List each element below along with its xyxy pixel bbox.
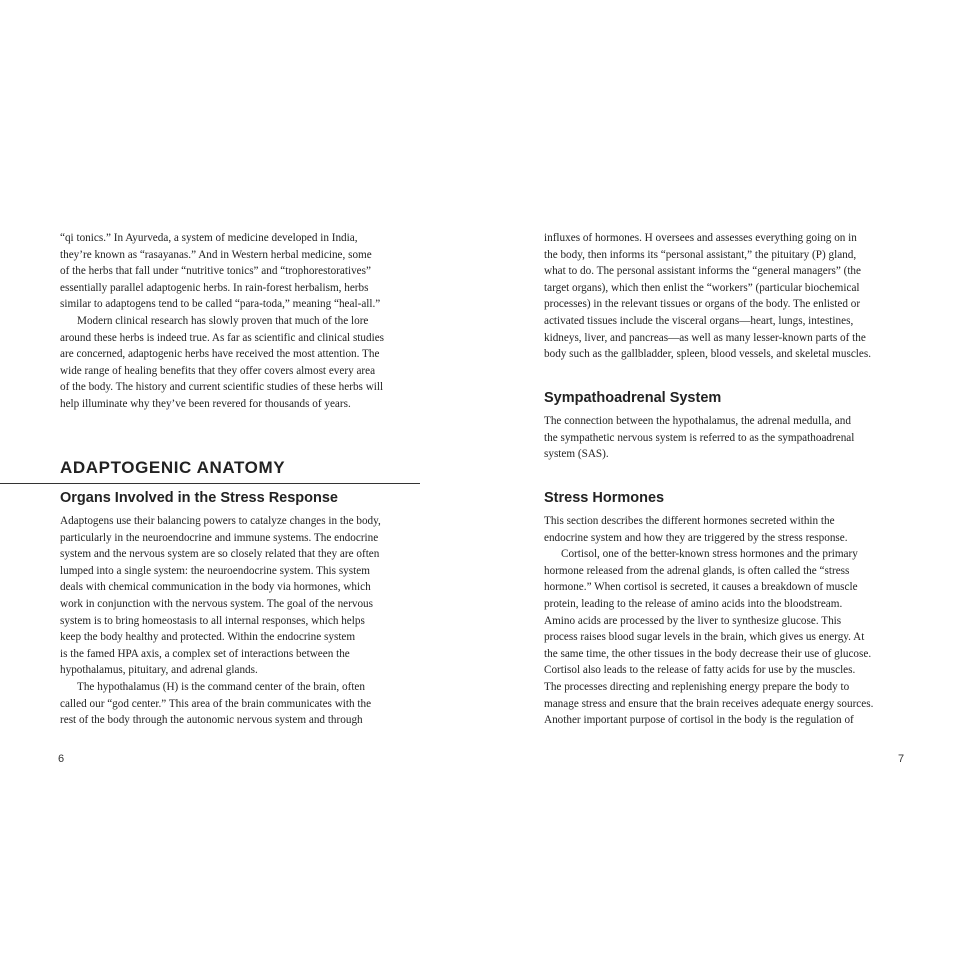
text-line: system and the nervous system are so closely related that they are often <box>60 548 380 561</box>
text-line: system is to bring homeostasis to all internal responses, which helps <box>60 614 365 627</box>
text-line: Cortisol also leads to the release of fatty acids for use by the muscles. <box>544 664 856 677</box>
text-line: target organs), which then enlist the “workers” (particular biochemical <box>544 281 860 294</box>
text-line: work in conjunction with the nervous system. The goal of the nervous <box>60 597 373 610</box>
text-line: they’re known as “rasayanas.” And in Western herbal medicine, some <box>60 248 372 261</box>
right-paragraph-section-intro <box>544 513 900 546</box>
text-line: help illuminate why they’ve been revered for thousands of years. <box>60 397 351 410</box>
text-line: the sympathetic nervous system is referred to as the sympathoadrenal <box>544 431 855 444</box>
left-intro-paragraph <box>60 230 410 313</box>
page-number-left: 6 <box>58 753 65 765</box>
text-line: body such as the gallbladder, spleen, blood vessels, and skeletal muscles. <box>544 348 872 361</box>
left-paragraph-adaptogens <box>60 513 410 679</box>
text-line: endocrine system and how they are triggered by the stress response. <box>544 531 848 544</box>
text-line: kidneys, liver, and pancreas—as well as many lesser-known parts of the <box>544 331 866 344</box>
text-line: The hypothalamus (H) is the command center of the brain, often <box>77 680 365 693</box>
text-line: lumped into a single system: the neuroendocrine system. This system <box>60 564 370 577</box>
text-line: Modern clinical research has slowly proven that much of the lore <box>77 314 369 327</box>
text-line: protein, leading to the release of amino acids into the bloodstream. <box>544 597 843 610</box>
text-line: rest of the body through the autonomic nervous system and through <box>60 714 363 727</box>
right-paragraph-hormones <box>544 230 900 363</box>
text-line: Another important purpose of cortisol in the body is the regulation of <box>544 714 854 727</box>
text-line: the same time, the other tissues in the body decrease their use of glucose. <box>544 647 872 660</box>
text-line: Amino acids are processed by the liver to synthesize glucose. This <box>544 614 842 627</box>
left-page-lower <box>60 513 410 729</box>
text-line: of the herbs that fall under “nutritive tonics” and “trophorestoratives” <box>60 265 371 278</box>
text-line: processes) in the relevant tissues or organs of the body. The enlisted or <box>544 298 861 311</box>
text-line: of the body. The history and current scientific studies of these herbs will <box>60 381 384 394</box>
right-page-sas <box>544 413 900 463</box>
left-paragraph-hypothalamus <box>60 679 410 729</box>
text-line: keep the body healthy and protected. Within the endocrine system <box>60 631 356 644</box>
section-title-rule <box>0 483 420 484</box>
text-line: what to do. The personal assistant informs the “general managers” (the <box>544 265 861 278</box>
text-line: particularly in the neuroendocrine and immune systems. The endocrine <box>60 531 379 544</box>
right-paragraph-cortisol <box>544 546 900 729</box>
text-line: This section describes the different hormones secreted within the <box>544 515 835 527</box>
text-line: around these herbs is indeed true. As far as scientific and clinical studies <box>60 331 385 344</box>
subhead-stress-hormones: Stress Hormones <box>544 490 665 506</box>
subhead-sympathoadrenal: Sympathoadrenal System <box>544 390 722 406</box>
text-line: hypothalamus, pituitary, and adrenal glands. <box>60 664 258 677</box>
text-line: The connection between the hypothalamus, the adrenal medulla, and <box>544 415 851 427</box>
text-line: hormone released from the adrenal glands, is often called the “stress <box>544 564 850 577</box>
text-line: wide range of healing benefits that they offer covers almost every area <box>60 364 376 377</box>
text-line: deals with chemical communication in the body via hormones, which <box>60 581 371 594</box>
right-paragraph-sas <box>544 413 900 463</box>
text-line: hormone.” When cortisol is secreted, it causes a breakdown of muscle <box>544 581 858 594</box>
text-line: process raises blood sugar levels in the brain, which gives us energy. At <box>544 631 865 644</box>
text-line: activated tissues include the visceral organs—heart, lungs, intestines, <box>544 314 854 327</box>
text-line: “qi tonics.” In Ayurveda, a system of medicine developed in India, <box>60 232 358 244</box>
right-page-lower <box>544 513 900 729</box>
text-line: called our “god center.” This area of the brain communicates with the <box>60 697 372 710</box>
text-line: The processes directing and replenishing energy prepare the body to <box>544 680 850 693</box>
text-line: influxes of hormones. H oversees and assesses everything going on in <box>544 232 857 244</box>
text-line: are concerned, adaptogenic herbs have received the most attention. The <box>60 348 380 361</box>
text-line: Adaptogens use their balancing powers to catalyze changes in the body, <box>60 515 381 527</box>
text-line: system (SAS). <box>544 448 609 461</box>
left-page <box>60 230 410 413</box>
text-line: is the famed HPA axis, a complex set of interactions between the <box>60 647 350 660</box>
text-line: manage stress and ensure that the brain receives adequate energy sources. <box>544 697 874 710</box>
text-line: Cortisol, one of the better-known stress hormones and the primary <box>561 548 858 561</box>
text-line: essentially parallel adaptogenic herbs. In rain-forest herbalism, herbs <box>60 281 369 294</box>
right-page <box>544 230 900 363</box>
section-title: ADAPTOGENIC ANATOMY <box>60 458 286 477</box>
subhead-organs: Organs Involved in the Stress Response <box>60 490 338 506</box>
text-line: similar to adaptogens tend to be called “para-toda,” meaning “heal-all.” <box>60 298 381 311</box>
page-number-right: 7 <box>898 753 905 765</box>
text-line: the body, then informs its “personal assistant,” the pituitary (P) gland, <box>544 248 857 261</box>
left-paragraph-lore <box>60 313 410 413</box>
